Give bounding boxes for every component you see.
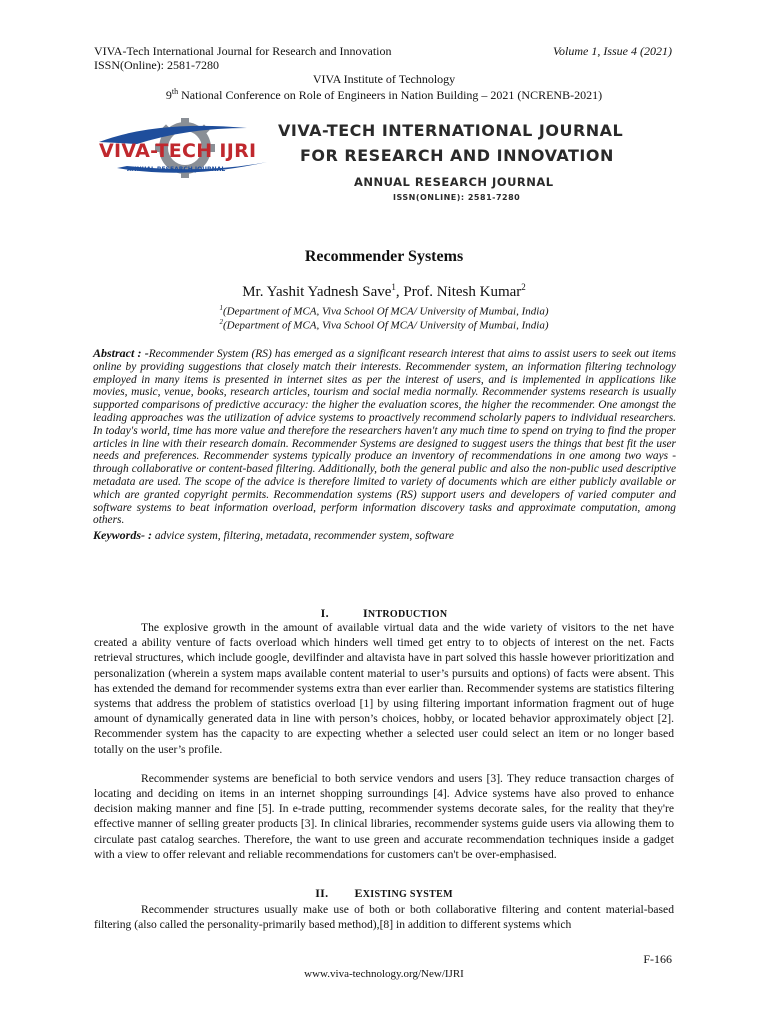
paragraph: Recommender structures usually make use of both or both collaborative filtering and content material-based filtering (also called the personality-primarily based method),[8] in addition to different systems which — [94, 903, 674, 932]
paper-title: Recommender Systems — [304, 248, 464, 265]
header-issn: ISSN(Online): 2581-7280 — [94, 58, 219, 72]
journal-subtitle: ANNUAL RESEARCH JOURNAL — [354, 175, 554, 189]
abstract-label: Abstract : - — [93, 346, 149, 360]
header-conference: 9th National Conference on Role of Engineers in Nation Building – 2021 (NCRENB-2021) — [165, 87, 603, 102]
journal-issn: ISSN(ONLINE): 2581-7280 — [393, 193, 521, 202]
header-volume: Volume 1, Issue 4 (2021) — [553, 44, 672, 58]
introduction-body — [94, 620, 674, 862]
paragraph: The explosive growth in the amount of available virtual data and the wide variety of visitors to the net have created a ability venture of facts overload which hinders well timed get entry to to objects of interest on the net. Facts retrieval structures, which include google, devilfinder and altavista have in part solved this hassle however prioritization and personalization (wherein a system maps available content material to user’s pursuits and options) of facts were absent. This has extended the demand for recommender systems extra than ever earlier than. Recommender systems are statistics filtering systems that address the problem of statistics overload [1] by using filtering important information fragment out of huge amount of dynamically generated data in line with person’s choices, hobby, or located behavior approximately object [2]. Recommender system has the capacity to are expecting whether a selected user could select an item or no longer based totally on the user’s profile. — [94, 621, 674, 756]
logo-text: VIVA-TECH IJRI — [99, 140, 257, 162]
page-number: F-166 — [643, 952, 672, 966]
keywords: Keywords- : advice system, filtering, metadata, recommender system, software — [93, 528, 454, 543]
header-journal: VIVA-Tech International Journal for Research and Innovation — [94, 44, 392, 58]
paper-authors: Mr. Yashit Yadnesh Save$^1$, Prof. Nitesh Kumar$^2$ — [242, 282, 526, 300]
section-heading-existing-system: II. EXISTING SYSTEM — [315, 886, 453, 900]
footer-url[interactable]: www.viva-technology.org/New/IJRI — [304, 968, 464, 980]
logo-subtext: ANNUAL RESEARCH JOURNAL — [127, 166, 226, 173]
existing-system-body — [94, 902, 674, 932]
abstract — [93, 347, 676, 543]
journal-logo — [97, 118, 273, 180]
paragraph: Recommender systems are beneficial to both service vendors and users [3]. They reduce transaction charges of locating and deciding on items in an internet shopping surroundings [4]. Advice systems have also proved to enhance decision making manner and fine [5]. In e-trade putting, recommender systems decorate sales, for the reality that they're effective manner of selling greater products [3]. In clinical libraries, recommender systems guide users via allowing them to circulate past catalog searches. Therefore, the want to use green and accurate recommendation techniques inside a gadget with a view to offer relevant and reliable recommendations for customers can't be over-emphasised. — [94, 771, 674, 861]
section-heading-introduction: I. INTRODUCTION — [320, 606, 448, 620]
affiliation-1: $^1$(Department of MCA, Viva School Of MCA/ University of Mumbai, India) — [219, 304, 549, 318]
journal-title-line1: VIVA-TECH INTERNATIONAL JOURNAL — [278, 121, 624, 140]
header-institute: VIVA Institute of Technology — [312, 72, 456, 86]
affiliation-2: $^2$(Department of MCA, Viva School Of MCA/ University of Mumbai, India) — [219, 318, 549, 332]
journal-title-line2: FOR RESEARCH AND INNOVATION — [300, 146, 614, 165]
abstract-text: Recommender System (RS) has emerged as a significant research interest that aims to assist users to seek out items online by providing suggestions that closely match their interests. Recommender system, an information filtering technology employed in many items is presented in internet sites as per the interest of users, and is implemented in applications like movies, music, venue, books, research articles, tourism and social media normally. Recommender systems research is usually supported comparisons of predictive accuracy: the higher the evaluation scores, the higher the recommender. One amongst the leading approaches was the utilization of advice systems to proactively recommend scholarly papers to individual researchers. In today's world, time has more value and therefore the researchers haven't any much time to spend on trying to find the proper articles in line with their research domain. Recommender Systems are designed to suggest users the things that best fit the user needs and preferences. Recommender systems typically produce an inventory of recommendations in one among two ways -through collaborative or content-based filtering. Additionally, both the general public and also the non-public used descriptive metadata are used. The scope of the advice is therefore limited to variety of documents which are either publicly available or which are granted copyright permits. Recommendation systems (RS) support users and developers of varied computer and software systems to beat information overload, perform information discovery tasks and approximate computation, among others. — [93, 348, 676, 527]
